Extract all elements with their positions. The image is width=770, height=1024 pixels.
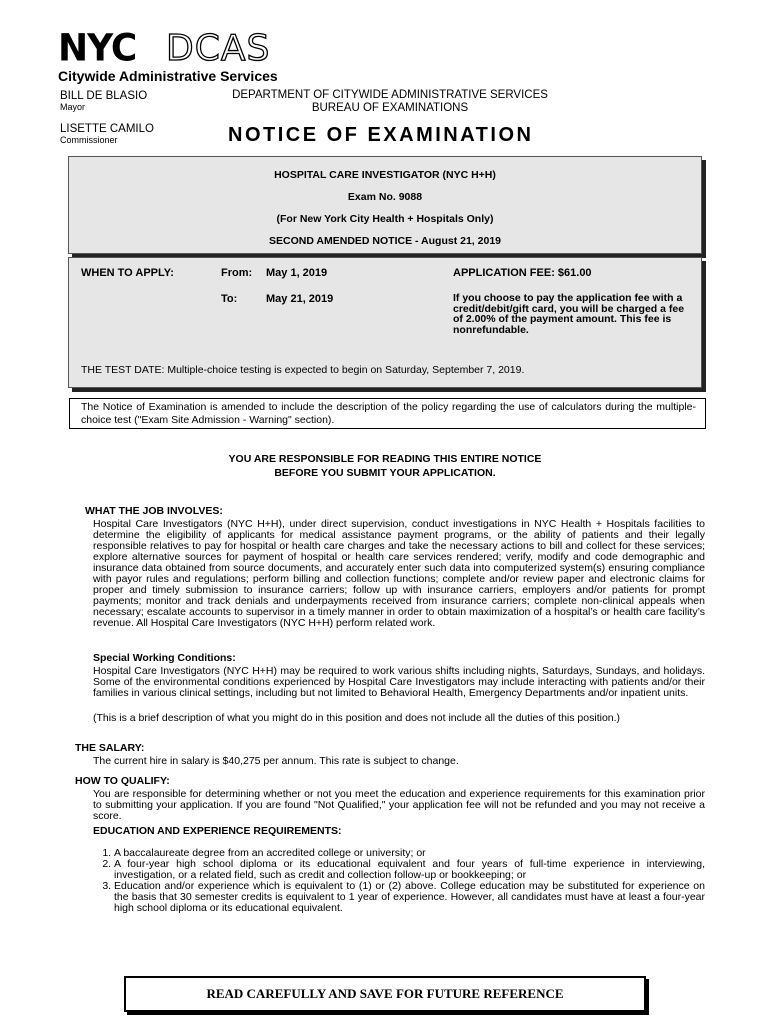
application-info-box (68, 257, 702, 388)
salary-heading: THE SALARY: (75, 742, 145, 754)
commissioner-name: LISETTE CAMILO (60, 123, 154, 135)
mayor-name: BILL DE BLASIO (60, 90, 148, 102)
qualify-text: You are responsible for determining whether or not you meet the education and experience requirements for this examination prior to submitting your application. If you are found "Not Qualified," your application fee will not be refunded and you may not receive a score. (93, 788, 705, 823)
to-label: To: (221, 293, 238, 305)
amendment-notice-box (69, 398, 706, 429)
when-to-apply-label: WHEN TO APPLY: (81, 267, 174, 279)
amendment-text: The Notice of Examination is amended to include the description of the policy regarding the use of calculators during the multiple-choice test ("Exam Site Admission - Warning" section). (81, 401, 696, 427)
special-conditions-text: Hospital Care Investigators (NYC H+H) may be required to work various shifts including nights, Saturdays, Sundays, and holidays. Some of the environmental conditions experienced by Hospital Care Investigators may include interacting with patients and/or their families in various clinical settings, including but not limited to Behavioral Health, Emergency Departments and/or inpatient units. (93, 665, 705, 700)
job-heading: WHAT THE JOB INVOLVES: (85, 505, 223, 517)
requirements-heading: EDUCATION AND EXPERIENCE REQUIREMENTS: (93, 825, 342, 837)
fee-note: If you choose to pay the application fee with a credit/debit/gift card, you will be charged a fee of 2.00% of the payment amount. This fee is nonrefundable. (453, 292, 685, 337)
footer-text: READ CAREFULLY AND SAVE FOR FUTURE REFERENCE (206, 986, 564, 1001)
logo-subtitle: Citywide Administrative Services (58, 68, 278, 84)
to-date: May 21, 2019 (266, 293, 334, 305)
notice-title: NOTICE OF EXAMINATION (228, 124, 534, 146)
requirements-list (93, 848, 705, 914)
salary-text: The current hire in salary is $40,275 per annum. This rate is subject to change. (93, 755, 459, 767)
dcas-logo: DCAS (166, 28, 271, 69)
footer-box (124, 976, 646, 1012)
mayor-title: Mayor (60, 102, 86, 112)
special-conditions-heading: Special Working Conditions: (93, 652, 236, 664)
nyc-logo: NYC (58, 26, 137, 70)
exam-title: HOSPITAL CARE INVESTIGATOR (NYC H+H) (274, 169, 496, 181)
requirement-item-3: 3. Education and/or experience which is equivalent to (1) or (2) above. College education may be substituted for experience on the basis that 30 semester credits is equivalent to 1 year of experience. However, all candidates must have at least a four-year high school diploma or its educational equivalent. (114, 881, 705, 914)
department-name: DEPARTMENT OF CITYWIDE ADMINISTRATIVE SERVICES (232, 89, 548, 101)
exam-number: Exam No. 9088 (347, 191, 423, 203)
responsible-line-1: YOU ARE RESPONSIBLE FOR READING THIS ENTIRE NOTICE (228, 453, 542, 465)
exam-note: (For New York City Health + Hospitals Only) (276, 213, 494, 225)
brief-description-note: (This is a brief description of what you might do in this position and does not include all the duties of this position.) (93, 712, 621, 724)
qualify-heading: HOW TO QUALIFY: (75, 775, 170, 787)
exam-header-box (68, 156, 702, 254)
test-date: THE TEST DATE: Multiple-choice testing is expected to begin on Saturday, September 7, 2019. (81, 364, 525, 376)
commissioner-title: Commissioner (60, 135, 118, 145)
bureau-name: BUREAU OF EXAMINATIONS (311, 102, 469, 114)
from-date: May 1, 2019 (266, 267, 328, 279)
requirement-item-1: 1. A baccalaureate degree from an accredited college or university; or (114, 848, 705, 859)
responsible-line-2: BEFORE YOU SUBMIT YOUR APPLICATION. (274, 467, 496, 479)
amended-notice-date: SECOND AMENDED NOTICE - August 21, 2019 (268, 235, 501, 247)
job-description: Hospital Care Investigators (NYC H+H), under direct supervision, conduct investigations in NYC Health + Hospitals facilities to determine the eligibility of applicants for medical assistance payment programs, or the ability of patients and their legally responsible relatives to pay for hospital or health care charges and take the necessary actions to bill and collect for these services; explore alternative sources for payment of hospital or health care services rendered; verify, modify and code demographic and insurance data obtained from source documents, and accurately enter such data into computerized system(s) ensuring compliance with payor rules and regulations; perform billing and collection functions; complete and/or review paper and electronic claims for proper and timely submission to insurance carriers; follow up with insurance carriers, employers and/or patients for prompt payments; monitor and track denials and underpayments received from insurance carriers; complete non-clinical appeals when necessary; escalate accounts to supervisor in a timely manner in order to obtain maximization of a hospital’s or health care facility’s revenue. All Hospital Care Investigators (NYC H+H) perform related work. (93, 518, 705, 630)
from-label: From: (221, 267, 253, 279)
application-fee: APPLICATION FEE: $61.00 (453, 267, 592, 279)
requirement-item-2: 2. A four-year high school diploma or its educational equivalent and four years of full-time experience in interviewing, investigation, or a related field, such as credit and collection follow-up or bookkeeping; or (114, 859, 705, 881)
